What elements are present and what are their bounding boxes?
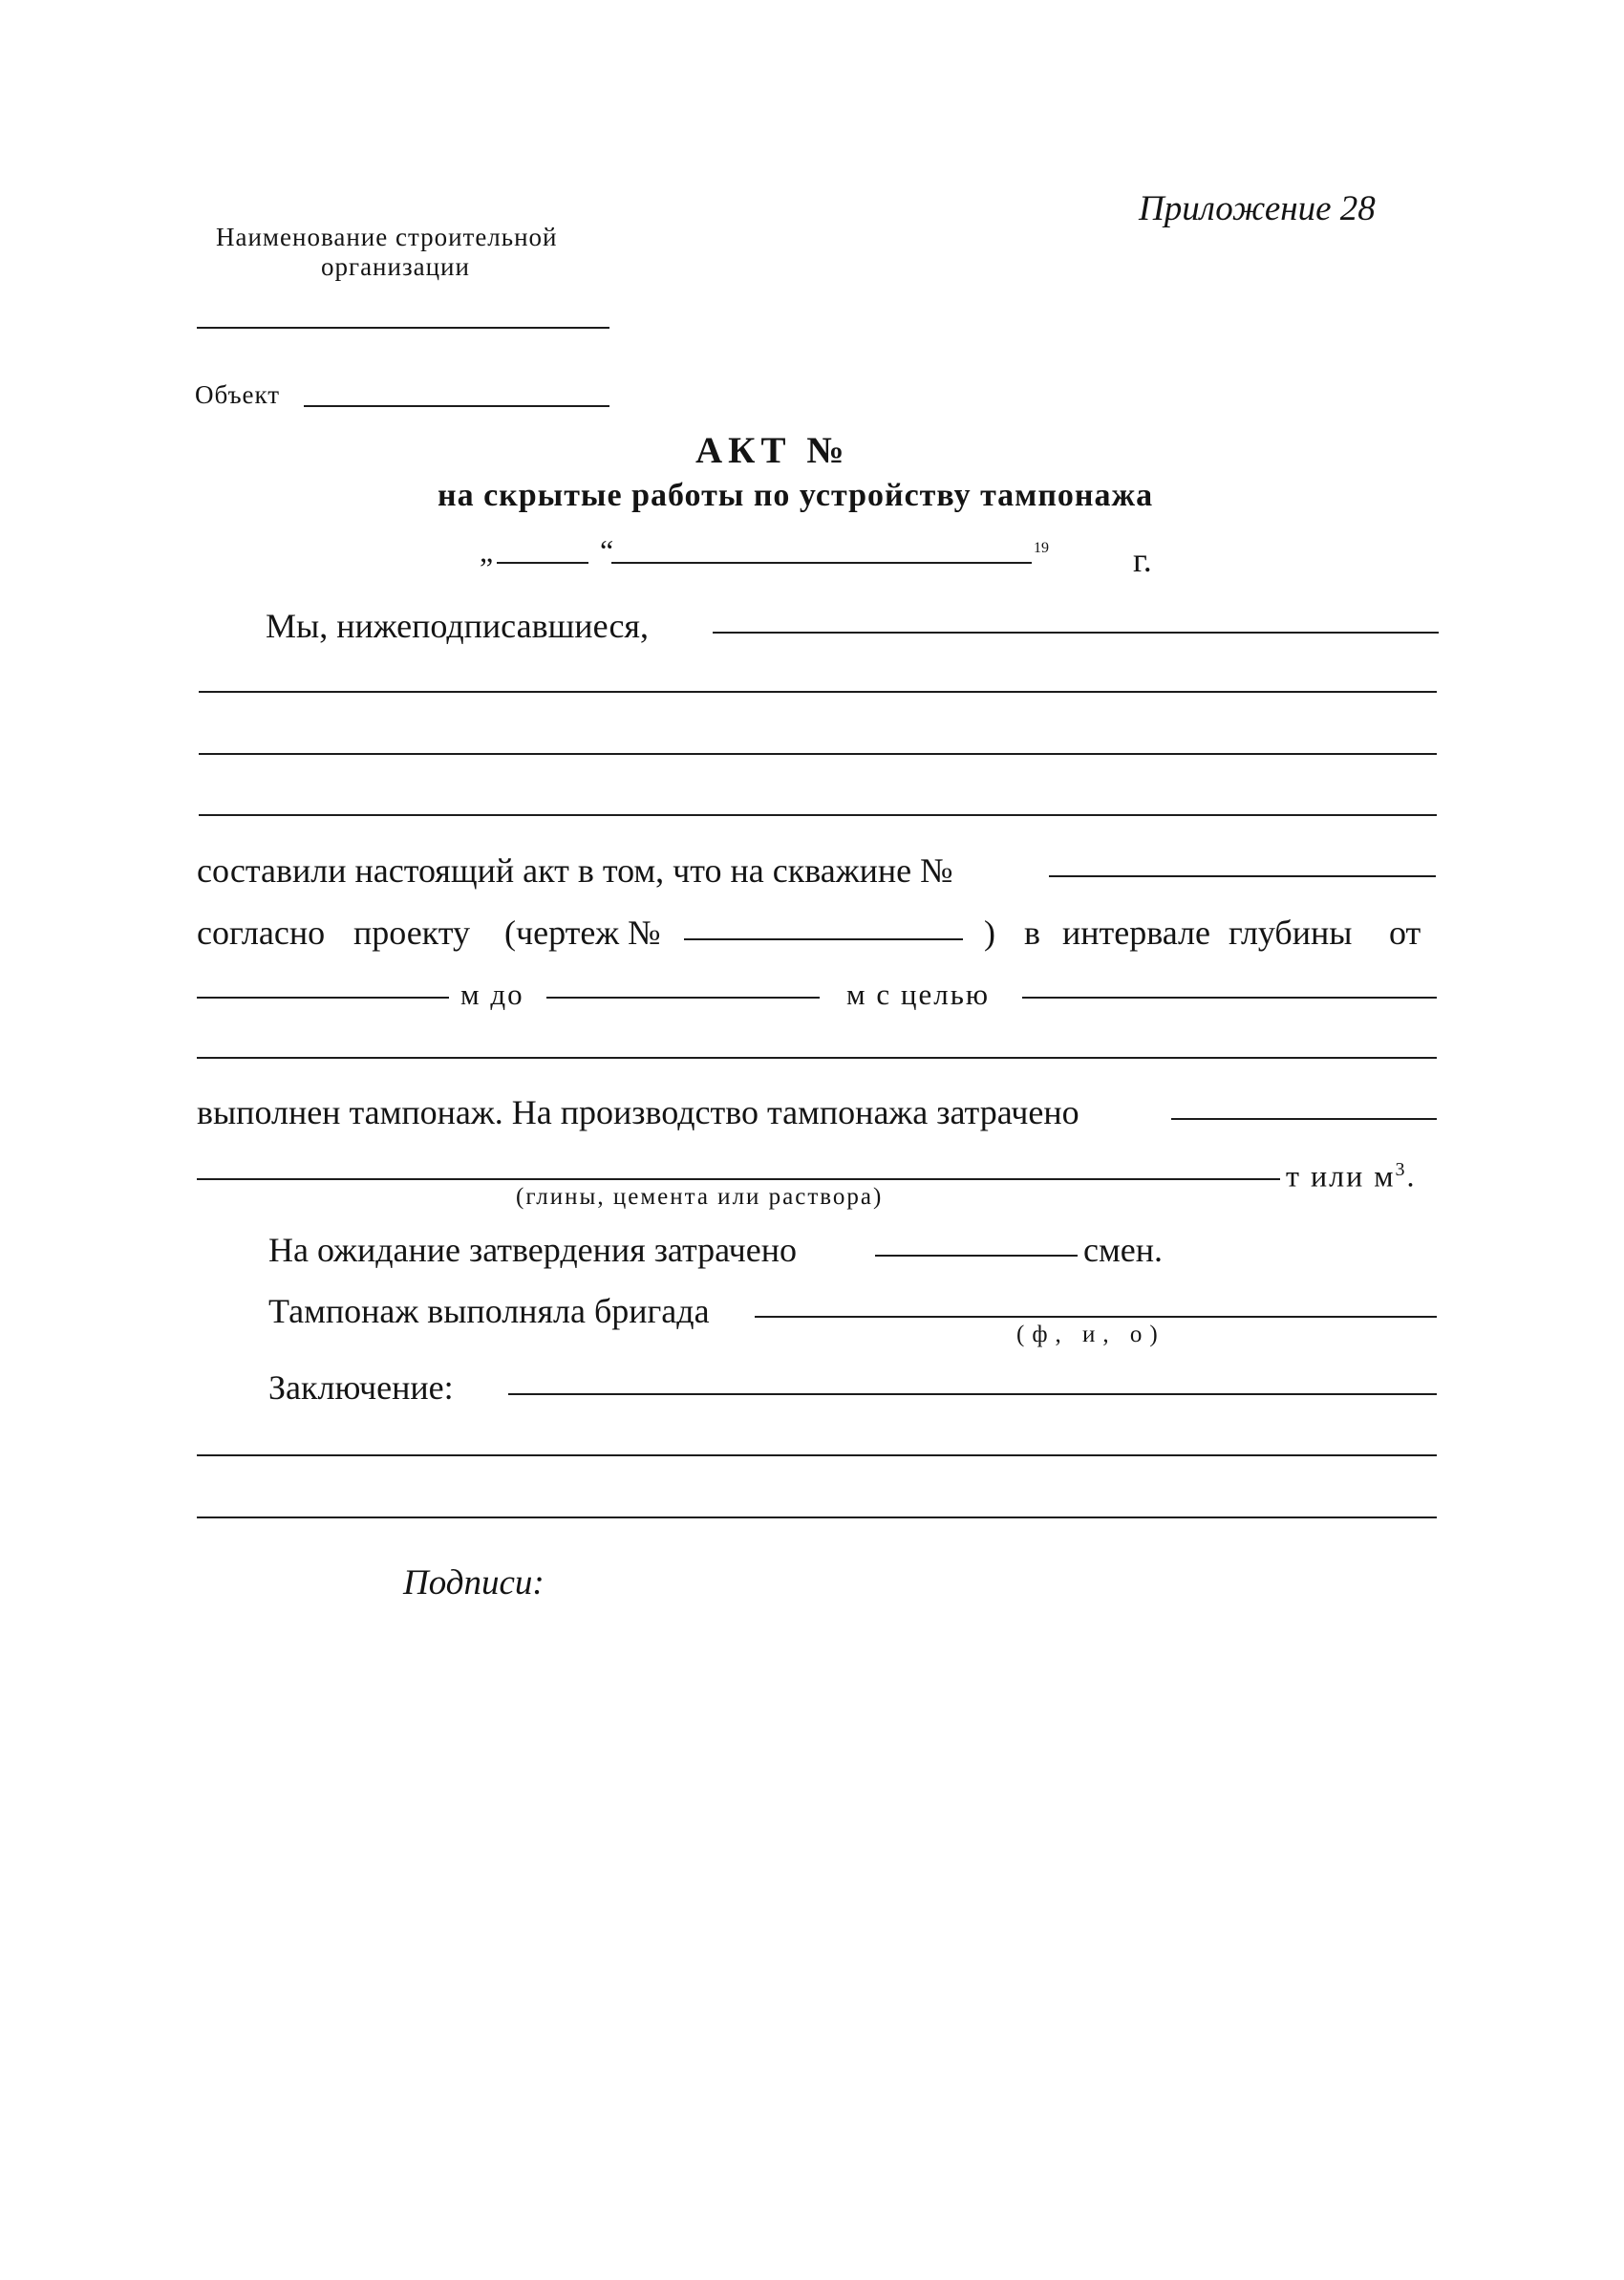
according-word-4: ) xyxy=(984,914,995,952)
date-month-line xyxy=(611,562,1032,564)
undersigned-line-3 xyxy=(199,753,1437,755)
organization-name-line xyxy=(197,327,609,329)
material-amount-line-2 xyxy=(197,1178,1280,1180)
units-label xyxy=(1286,1160,1416,1192)
act-subtitle: на скрытые работы по устройству тампонажа xyxy=(438,478,1154,513)
according-word-6: интервале xyxy=(1062,914,1211,952)
units-text: т или м xyxy=(1286,1158,1396,1194)
m-to-label: м до xyxy=(460,978,524,1011)
according-word-5: в xyxy=(1024,914,1040,952)
according-word-8: от xyxy=(1389,914,1421,952)
date-open-quote: „ xyxy=(480,534,494,569)
well-number-line xyxy=(1049,875,1436,877)
object-label: Объект xyxy=(195,380,281,409)
conclusion-label: Заключение: xyxy=(268,1368,454,1407)
signatures-label: Подписи: xyxy=(403,1563,545,1602)
according-word-2: проекту xyxy=(353,914,470,952)
depth-from-line xyxy=(197,997,449,999)
date-day-line xyxy=(497,562,588,564)
units-superscript: 3 xyxy=(1395,1159,1407,1180)
waiting-shifts-line xyxy=(875,1255,1078,1257)
shifts-label: смен. xyxy=(1083,1231,1164,1269)
date-year-prefix: 19 xyxy=(1034,540,1049,556)
act-title: АКТ № xyxy=(695,430,850,471)
undersigned-label: Мы, нижеподписавшиеся, xyxy=(266,607,649,645)
date-year-suffix: г. xyxy=(1133,541,1152,579)
undersigned-line-1 xyxy=(713,632,1439,634)
according-word-3: (чертеж № xyxy=(504,914,661,952)
according-word-1: согласно xyxy=(197,914,326,952)
material-amount-line-1 xyxy=(1171,1118,1437,1120)
performed-text: выполнен тампонаж. На производство тампонажа затрачено xyxy=(197,1093,1079,1131)
conclusion-line-1 xyxy=(508,1393,1437,1395)
waiting-text: На ожидание затвердения затрачено xyxy=(268,1231,798,1269)
brigade-text: Тампонаж выполняла бригада xyxy=(268,1292,710,1330)
fio-note: (ф, и, о) xyxy=(1016,1322,1165,1347)
undersigned-line-4 xyxy=(199,814,1437,816)
conclusion-line-3 xyxy=(197,1516,1437,1518)
conclusion-line-2 xyxy=(197,1454,1437,1456)
undersigned-line-2 xyxy=(199,691,1437,693)
composed-text: составили настоящий акт в том, что на скважине № xyxy=(197,851,953,890)
according-word-7: глубины xyxy=(1229,914,1353,952)
appendix-label: Приложение 28 xyxy=(1139,189,1376,228)
purpose-line-2 xyxy=(197,1057,1437,1059)
brigade-line xyxy=(755,1316,1437,1318)
material-note: (глины, цемента или раствора) xyxy=(516,1184,884,1210)
date-close-quote: “ xyxy=(600,533,614,568)
units-period: . xyxy=(1406,1158,1417,1194)
object-name-line xyxy=(304,405,609,407)
drawing-number-line xyxy=(684,938,963,940)
depth-to-line xyxy=(546,997,820,999)
purpose-line-1 xyxy=(1022,997,1437,999)
organization-label-line1: Наименование строительной xyxy=(216,223,558,251)
organization-label-line2: организации xyxy=(321,252,470,281)
m-purpose-label: м с целью xyxy=(846,978,990,1011)
